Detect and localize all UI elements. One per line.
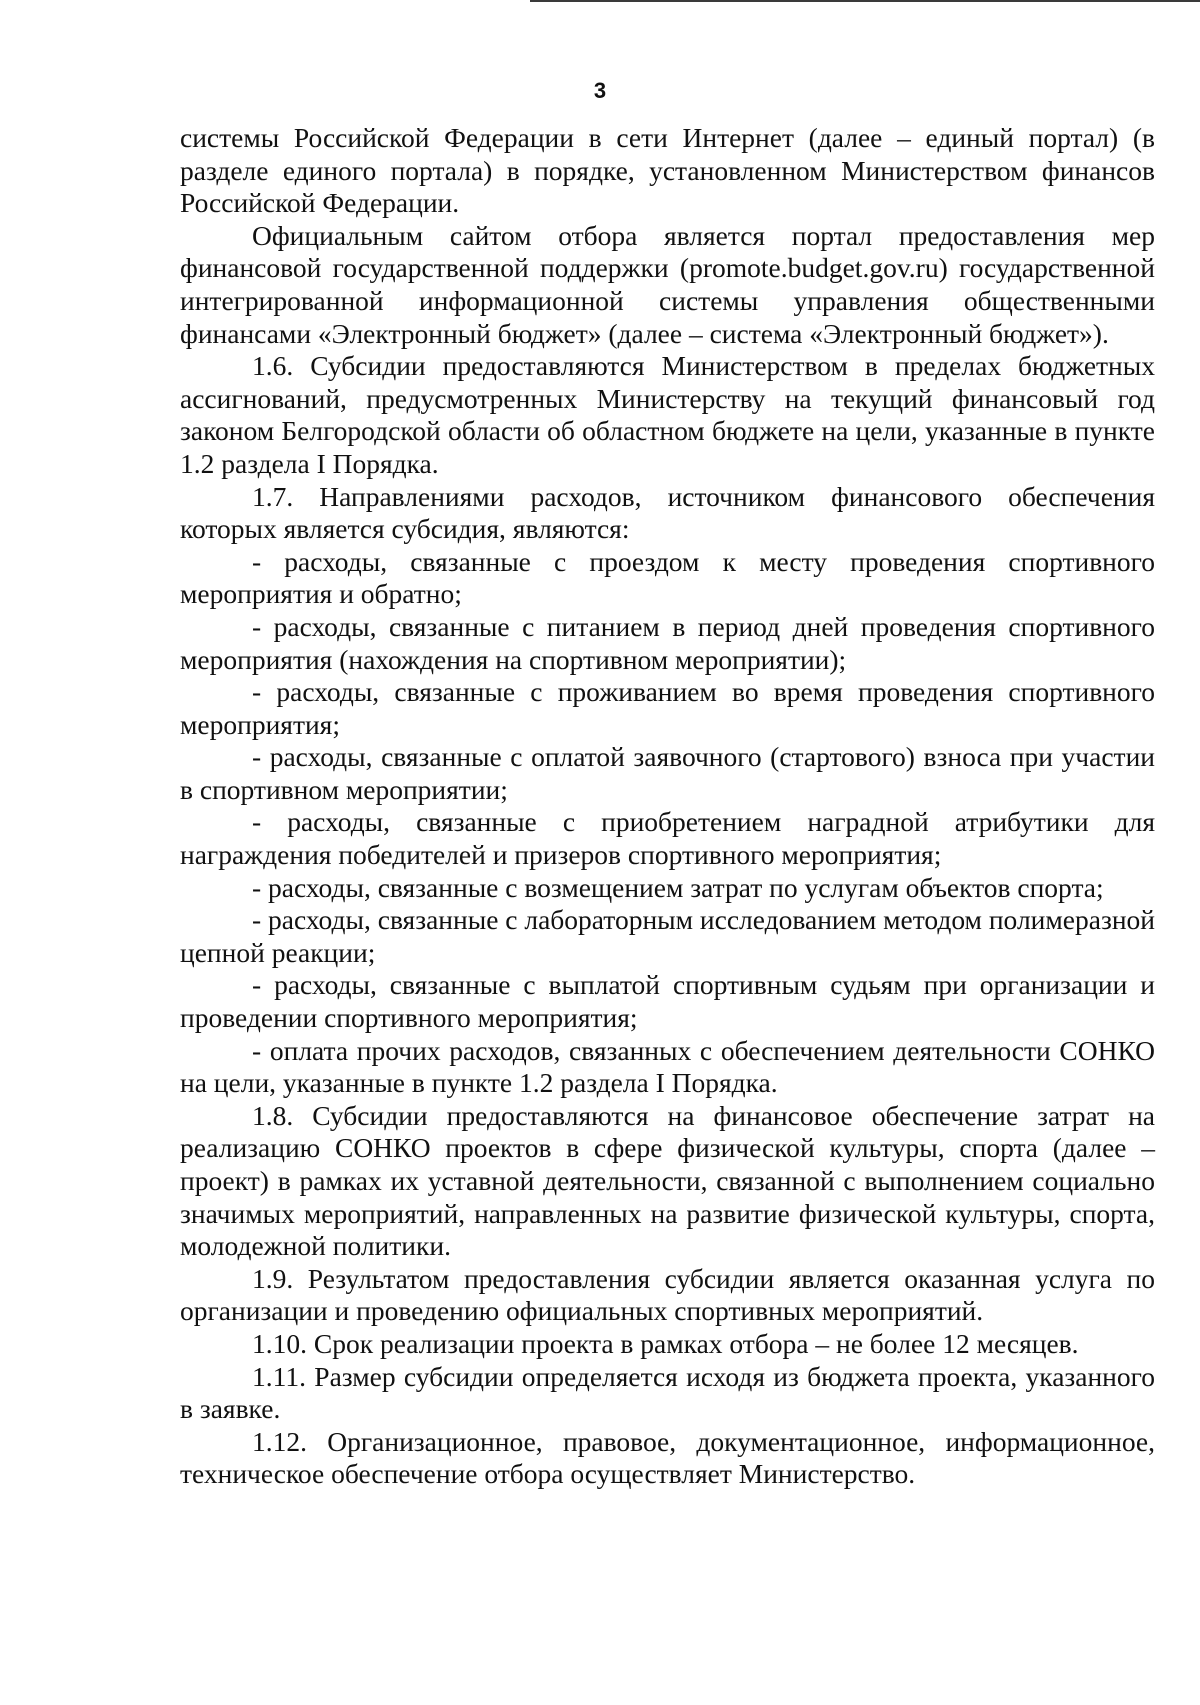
list-item: - расходы, связанные с питанием в период дней проведения спортивного мероприятия (нахождения на спортивном мероприятии);	[180, 610, 1155, 675]
list-item: - расходы, связанные с проездом к месту проведения спортивного мероприятия и обратно;	[180, 545, 1155, 610]
list-item: - расходы, связанные с оплатой заявочного (стартового) взноса при участии в спортивном мероприятии;	[180, 741, 1155, 805]
paragraph: 1.8. Субсидии предоставляются на финансовое обеспечение затрат на реализацию СОНКО проектов в сфере физической культуры, спорта (далее – проект) в рамках их уставной деятельности, связанной с выполнением социально значимых мероприятий, направленных на развитие физической культуры, спорта, молодежной политики.	[180, 1099, 1155, 1262]
list-item: - оплата прочих расходов, связанных с обеспечением деятельности СОНКО на цели, указанные в пункте 1.2 раздела I Порядка.	[180, 1034, 1155, 1099]
paragraph: 1.9. Результатом предоставления субсидии является оказанная услуга по организации и проведению официальных спортивных мероприятий.	[180, 1262, 1155, 1327]
list-item: - расходы, связанные с лабораторным исследованием методом полимеразной цепной реакции;	[180, 904, 1155, 968]
list-item: - расходы, связанные с возмещением затрат по услугам объектов спорта;	[252, 871, 1104, 903]
paragraph: 1.12. Организационное, правовое, документационное, информационное, техническое обеспечение отбора осуществляет Министерство.	[180, 1425, 1155, 1490]
paragraph: Официальным сайтом отбора является портал предоставления мер финансовой государственной поддержки (promote.budget.gov.ru) государственной интегрированной информационной системы управления общественными финансами «Электронный бюджет» (далее – система «Электронный бюджет»).	[180, 219, 1155, 349]
page-number: 3	[593, 78, 607, 103]
paragraph: системы Российской Федерации в сети Интернет (далее – единый портал) (в разделе единого портала) в порядке, установленном Министерством финансов Российской Федерации.	[180, 122, 1155, 219]
list-item: - расходы, связанные с проживанием во время проведения спортивного мероприятия;	[180, 676, 1155, 740]
list-item: - расходы, связанные с выплатой спортивным судьям при организации и проведении спортивного мероприятия;	[180, 969, 1155, 1034]
list-item: - расходы, связанные с приобретением наградной атрибутики для награждения победителей и призеров спортивного мероприятия;	[180, 806, 1155, 871]
scan-edge-line	[530, 0, 1200, 2]
document-body	[180, 122, 1155, 1491]
paragraph: 1.10. Срок реализации проекта в рамках отбора – не более 12 месяцев.	[252, 1327, 1079, 1359]
paragraph: 1.7. Направлениями расходов, источником финансового обеспечения которых является субсидия, являются:	[180, 480, 1155, 545]
paragraph: 1.6. Субсидии предоставляются Министерством в пределах бюджетных ассигнований, предусмотренных Министерству на текущий финансовый год законом Белгородской области об областном бюджете на цели, указанные в пункте 1.2 раздела I Порядка.	[180, 350, 1155, 479]
paragraph: 1.11. Размер субсидии определяется исходя из бюджета проекта, указанного в заявке.	[180, 1360, 1155, 1425]
